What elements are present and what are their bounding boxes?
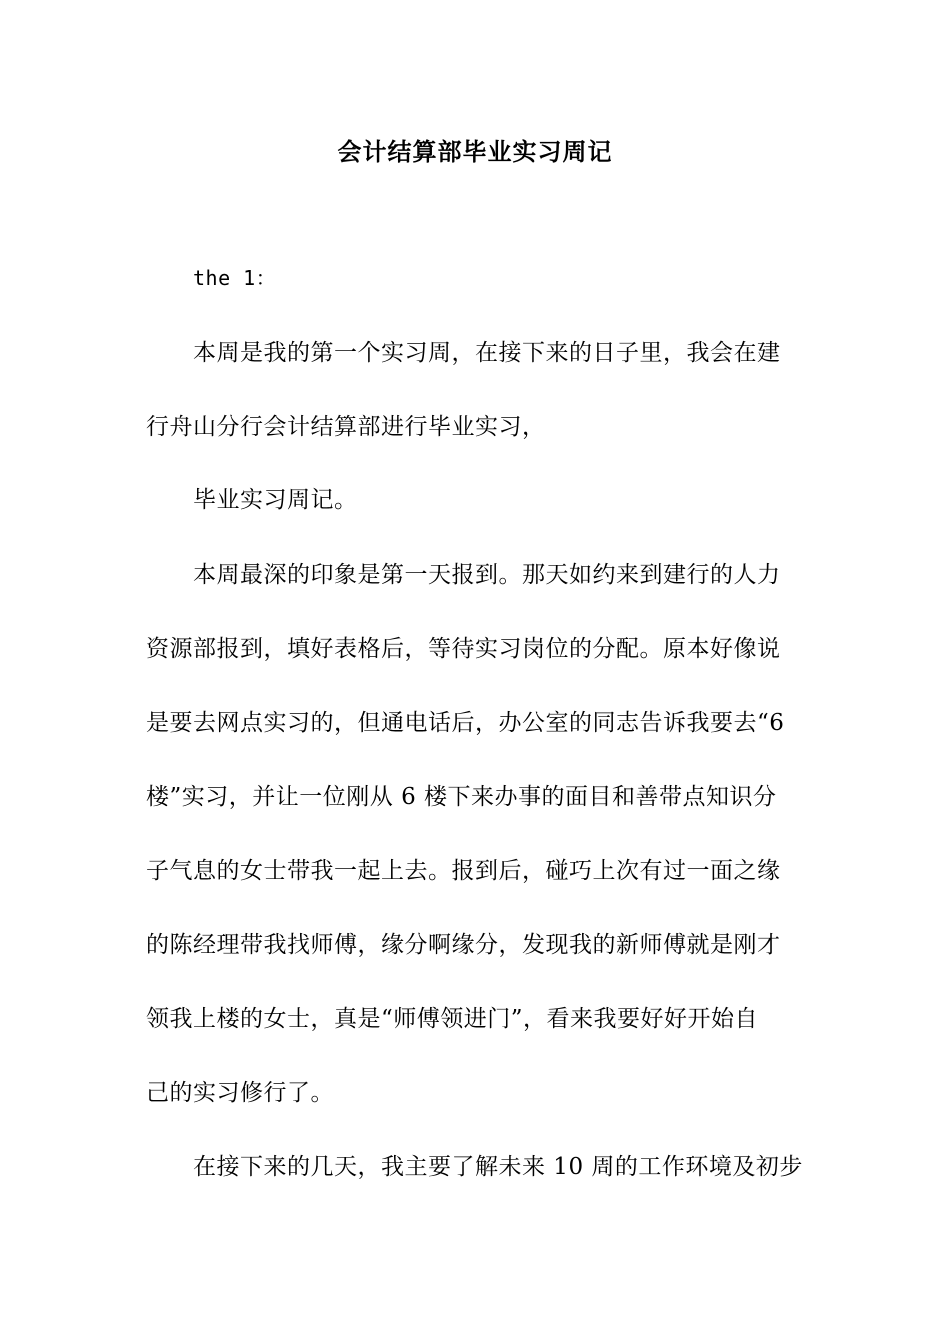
paragraph-line: 子气息的女士带我一起上去。报到后，碰巧上次有过一面之缘: [146, 858, 781, 884]
paragraph-line: 本周是我的第一个实习周，在接下来的日子里，我会在建: [193, 340, 781, 366]
paragraph-line: 己的实习修行了。: [146, 1080, 334, 1106]
paragraph-line: 楼”实习，并让一位刚从 6 楼下来办事的面目和善带点知识分: [146, 784, 777, 810]
paragraph-line: 毕业实习周记。: [193, 487, 358, 513]
paragraph-heading-week-1: the 1：: [193, 266, 277, 290]
paragraph-line: 资源部报到，填好表格后，等待实习岗位的分配。原本好像说: [146, 636, 781, 662]
paragraph-line: 在接下来的几天，我主要了解未来 10 周的工作环境及初步: [193, 1154, 803, 1180]
document-title: 会计结算部毕业实习周记: [337, 137, 613, 166]
paragraph-line: 行舟山分行会计结算部进行毕业实习，: [146, 414, 546, 440]
paragraph-line: 的陈经理带我找师傅，缘分啊缘分，发现我的新师傅就是刚才: [146, 932, 781, 958]
paragraph-line: 本周最深的印象是第一天报到。那天如约来到建行的人力: [193, 562, 781, 588]
paragraph-line: 领我上楼的女士，真是“师傅领进门”，看来我要好好开始自: [146, 1006, 759, 1032]
paragraph-line: 是要去网点实习的，但通电话后，办公室的同志告诉我要去“6: [146, 710, 785, 736]
